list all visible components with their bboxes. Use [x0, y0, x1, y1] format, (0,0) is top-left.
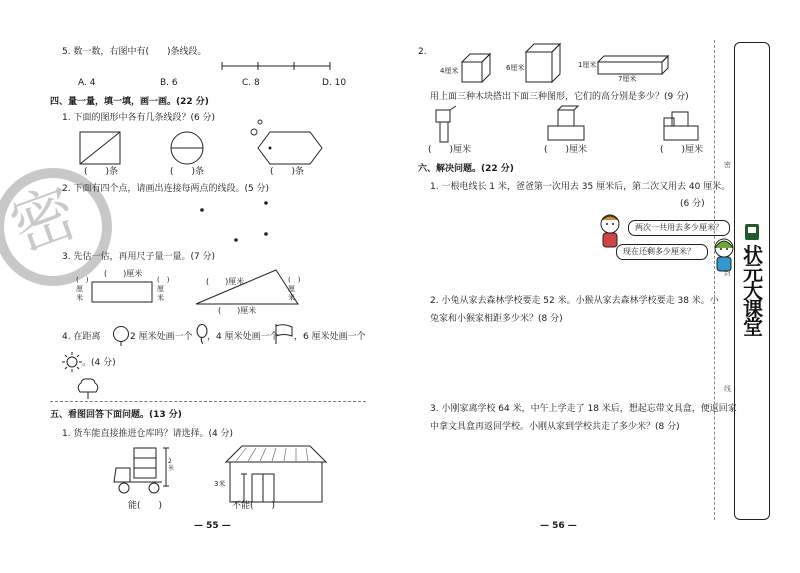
door-height-label: 3米 — [214, 480, 226, 488]
q6-3-text-line2: 中拿文具盒再返回学校。小刚从家到学校共走了多少米？(8 分) — [430, 422, 680, 432]
q4-1-text: 1. 下面的图形中各有几条线段？(6 分) — [62, 113, 216, 123]
q6-1-text: 1. 一根电线长 1 米，爸爸第一次用去 35 厘米后，第二次又用去 40 厘米。 — [430, 182, 731, 192]
q5-1-text: 1. 货车能直接推进仓库吗？请选择。(4 分) — [62, 429, 234, 439]
answer-neng[interactable]: 能( ) — [128, 501, 163, 511]
section-divider — [50, 401, 366, 402]
q5-option-d: D. 10 — [322, 78, 347, 88]
brand-title: 状元大课堂 — [743, 243, 763, 339]
warehouse-illustration — [226, 444, 326, 506]
r-q2-blank-2[interactable]: ( )厘米 — [544, 145, 588, 155]
binding-char-2: 封 — [724, 269, 731, 277]
tree-icon — [112, 326, 130, 346]
block-cuboid-6cm — [526, 44, 562, 84]
q5-segment-figure — [222, 60, 332, 72]
q4-3-triangle-right-blank[interactable]: ( )厘米 — [288, 276, 301, 302]
binding-char-1: 密 — [724, 161, 731, 169]
q4-1-blank-3[interactable]: ( )条 — [270, 167, 305, 177]
page-number-right: — 56 — — [540, 521, 577, 531]
block-1-label: 4厘米 — [440, 67, 459, 75]
speech-bubble-2-text: 现在还剩多少厘米？ — [623, 247, 695, 256]
q4-2-text: 2. 下面有四个点，请画出连接每两点的线段。(5 分) — [62, 184, 270, 194]
speech-bubble-2 — [616, 244, 708, 260]
r-q2-label: 2. — [418, 47, 427, 57]
binding-char-3: 线 — [724, 385, 731, 393]
speech-bubble-1-text: 两次一共用去多少厘米？ — [635, 223, 723, 232]
q4-4-text-b: 2 厘米处画一个 — [130, 332, 193, 342]
q4-3-rect-left-blank[interactable]: ( )厘米 — [76, 276, 89, 302]
binding-dashed-line — [714, 40, 715, 520]
section-4-heading: 四、量一量，填一填，画一画。(22 分) — [50, 97, 209, 107]
q6-2-text-line2: 兔家和小猴家相距多少米？(8 分) — [430, 314, 563, 324]
q6-1-score: (6 分) — [680, 199, 705, 209]
q4-1-circle-line — [170, 131, 204, 165]
q4-1-blank-2[interactable]: ( )条 — [170, 167, 205, 177]
answer-buneng[interactable]: 不能( ) — [232, 501, 276, 511]
page-number-left: — 55 — — [194, 521, 231, 531]
q4-4-text-d: ，6 厘米处画一个 — [294, 332, 366, 342]
section-5-heading: 五、看图回答下面问题。(13 分) — [50, 410, 182, 420]
stack-shape-1 — [436, 110, 460, 144]
q4-4-text-a: 4. 在距离 — [62, 332, 101, 342]
q6-3-text-line1: 3. 小刚家离学校 64 米，中午上学走了 18 米后，想起忘带文具盒，便返回家 — [430, 404, 737, 414]
r-q2-blank-1[interactable]: ( )厘米 — [428, 145, 472, 155]
q4-2-four-points — [200, 198, 270, 248]
q4-1-square-diagonal — [80, 132, 120, 164]
block-3-height-label: 1厘米 — [578, 61, 597, 69]
stack-shape-3 — [664, 108, 704, 142]
stack-shape-2 — [548, 108, 588, 142]
block-cube-4cm — [462, 54, 492, 84]
sun-icon — [62, 352, 82, 372]
q4-4-text-e: 。(4 分) — [82, 358, 116, 368]
q4-4-text-c: ，4 厘米处画一个 — [207, 332, 279, 342]
q4-3-triangle-left-blank[interactable]: ( )厘米 — [206, 277, 245, 286]
q6-2-text-line1: 2. 小兔从家去森林学校要走 52 米。小猴从家去森林学校要走 38 米。小 — [430, 296, 719, 306]
q4-3-rectangle — [92, 282, 152, 302]
tree-icon-start — [76, 378, 100, 400]
q4-3-rect-right-blank[interactable]: ( )厘米 — [157, 276, 170, 302]
q4-3-text: 3. 先估一估，再用尺子量一量。(7 分) — [62, 252, 216, 262]
q5-option-b: B. 6 — [160, 78, 178, 88]
brand-logo-icon — [745, 224, 759, 240]
q4-3-rect-top-blank[interactable]: ( )厘米 — [104, 269, 143, 278]
r-q2-blank-3[interactable]: ( )厘米 — [660, 145, 704, 155]
q4-1-blank-1[interactable]: ( )条 — [84, 167, 119, 177]
q5-option-c: C. 8 — [242, 78, 260, 88]
truck-height-label: 2米 — [168, 458, 175, 472]
q5-option-a: A. 4 — [78, 78, 96, 88]
watermark-seal-char: 密 — [1, 175, 87, 267]
q5-text: 5. 数一数，右图中有( )条线段。 — [62, 47, 207, 57]
section-6-heading: 六、解决问题。(22 分) — [418, 164, 514, 174]
block-2-label: 6厘米 — [506, 64, 525, 72]
flag-icon — [274, 324, 294, 344]
q4-3-triangle-bottom-blank[interactable]: ( )厘米 — [218, 306, 257, 315]
block-3-length-label: 7厘米 — [618, 75, 637, 83]
truck-illustration — [112, 446, 174, 496]
r-q2-text: 用上面三种木块搭出下面三种图形，它们的高分别是多少？(9 分) — [430, 92, 689, 102]
q4-1-hexagon — [258, 128, 322, 168]
